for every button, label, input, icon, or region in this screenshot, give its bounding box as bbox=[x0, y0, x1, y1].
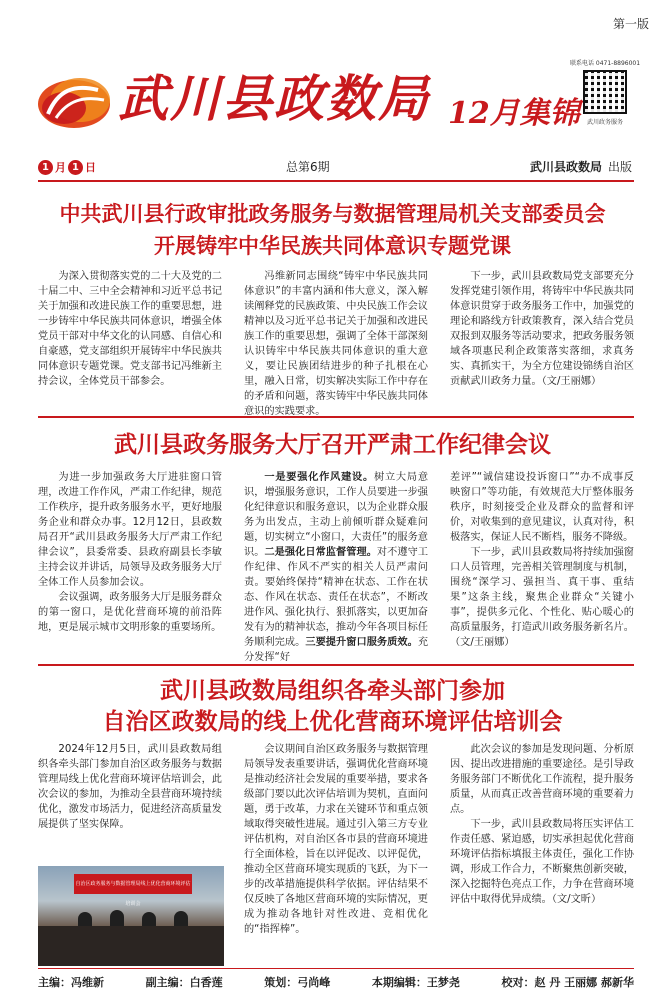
article3-col3-p2: 下一步，武川县政数局将压实评估工作责任感、紧迫感，切实承担起优化营商环境评估指标填报主体责任，强化工作协调，形成工作合力，不断聚焦创新突破，深入挖掘特色亮点工作，力争在营商环境评估中取得优异成绩。（文/文昕） bbox=[450, 819, 634, 905]
article3-col3-p1: 此次会议的参加是发现问题、分析原因、提出改进措施的重要途径。是引导政务服务部门不断优化工作流程，提升服务质量，从而真正改善营商环境的重要着力点。 bbox=[450, 744, 634, 815]
credit-issue-editor: 本期编辑：王梦尧 bbox=[371, 976, 460, 989]
qr-code-icon bbox=[583, 70, 627, 114]
article2-col3 bbox=[450, 470, 634, 655]
publisher-org: 武川县政数局 bbox=[529, 160, 602, 174]
qr-name: 武川政务服务 bbox=[586, 119, 623, 126]
article2-body bbox=[38, 470, 634, 663]
credit-planner: 策划：弓尚峰 bbox=[264, 976, 331, 989]
info-bar bbox=[38, 156, 634, 178]
article2-lead3: 三要提升窗口服务质效。 bbox=[305, 637, 418, 648]
article3-headline-line2: 自治区政数局的线上优化营商环境评估培训会 bbox=[102, 709, 563, 735]
article2-text2: 对不遵守工作纪律、作风不严实的相关人员严肃问责。要始终保持“精神在状态、工作在状态、作风在状态、责任在状态”，不断改进作风、强化执行、狠抓落实，以更加奋发有为的精神状态，推动今年各项目标任务顺利完成。 bbox=[244, 547, 429, 648]
article3-col3 bbox=[450, 742, 634, 967]
article2-col1-p1: 为进一步加强政务大厅进驻窗口管理，改进工作作风，严肃工作纪律，规范工作秩序，提升政务服务水平，更好地服务企业和群众办事。12月12日，县政数局召开“武川县政务服务大厅严肃工作纪律会议”，县委常委、县政府副县长李敏主持会议并讲话，局领导及政务服务大厅全体工作人员参加会议。 bbox=[38, 472, 222, 588]
credit-editor: 主编：冯维新 bbox=[38, 976, 104, 989]
article1-headline bbox=[20, 198, 645, 262]
photo-screen-text: 自治区政务服务与数据管理局线上优化营商环境评估培训会 bbox=[75, 881, 191, 907]
date-day-unit: 日 bbox=[85, 161, 96, 174]
article2-text1: 树立大局意识，增强服务意识，工作人员要进一步强化纪律意识和服务意识，以为企业群众服务为出发点，主动上前倾听群众疑难问题，切实树立“小窗口，大责任”的服务意识。 bbox=[244, 472, 429, 558]
masthead-subtitle: 12月集锦 bbox=[448, 96, 580, 131]
article1-col3: 下一步，武川县政数局党支部要充分发挥党建引领作用，将铸牢中华民族共同体意识贯穿于政务服务工作中，加强党的理论和路线方针政策教育，深入结合党员双报到双服务等活动要求，把政务服务领域各项惠民利企政策落实落细，求真务实、真抓实干，为全方位建设锦绣自治区贡献武川政务力量。（文/王丽娜） bbox=[450, 271, 634, 387]
footer-credits bbox=[38, 974, 634, 990]
masthead bbox=[30, 58, 640, 148]
article3-headline bbox=[20, 676, 645, 738]
article1-col1: 为深入贯彻落实党的二十大及党的二十届二中、三中全会精神和习近平总书记关于加强和改进民族工作的重要思想，进一步铸牢中华民族共同体意识，增强全体党员干部对中华文化的认同感、自信心和自豪感，党支部组织开展铸牢中华民族共同体意识专题党课。党支部书记冯维新主持会议，全体党员干部参会。 bbox=[38, 271, 222, 387]
divider bbox=[38, 968, 634, 969]
article2-col1 bbox=[38, 470, 222, 655]
masthead-title: 武川县政数局 bbox=[118, 69, 430, 128]
divider bbox=[38, 416, 634, 418]
date-month: 1 bbox=[38, 160, 53, 175]
photo-table bbox=[38, 926, 224, 966]
article2-lead1: 一是要强化作风建设。 bbox=[264, 472, 374, 483]
date-day: 1 bbox=[68, 160, 83, 175]
article2-col1-p2: 会议强调，政务服务大厅是服务群众的第一窗口，是优化营商环境的前沿阵地，更是展示城市文明形象的重要场所。 bbox=[38, 592, 222, 633]
article2-lead2: 二是强化日常监督管理。 bbox=[264, 547, 377, 558]
photo-screen bbox=[74, 874, 192, 907]
divider bbox=[38, 664, 634, 666]
logo-icon bbox=[34, 70, 116, 132]
article1-headline-line2: 开展铸牢中华民族共同体意识专题党课 bbox=[154, 234, 511, 258]
credit-deputy: 副主编：白香莲 bbox=[145, 976, 223, 989]
article1-headline-line1: 中共武川县行政审批政务服务与数据管理局机关支部委员会 bbox=[59, 202, 606, 226]
credit-proof: 校对：赵 丹 王丽娜 郝新华 bbox=[501, 976, 634, 989]
article1-body bbox=[38, 269, 634, 417]
article2-col3-p2: 下一步，武川县政数局将持续加强窗口人员管理，完善相关管理制度与机制，围绕“深学习、强担当、真干事、重结果”这条主线，聚焦企业群众“关键小事”，提供多元化、个性化、贴心暖心的高质量服务，打造武川政务服务新名片。（文/王丽娜） bbox=[450, 547, 634, 648]
article2-col3-p1: 差评”“诚信建设投诉窗口”“办不成事反映窗口”等功能，有效规范大厅整体服务秩序，时刻接受企业及群众的监督和评价，对收集到的意见建议，认真对待，积极落实，保证人民不断档，服务不降级。 bbox=[450, 472, 634, 543]
article3-col1: 2024年12月5日，武川县政数局组织各牵头部门参加自治区政务服务与数据管理局线上优化营商环境评估培训会，此次会议的参加，为推动全县营商环境持续优化，激发市场活力，促进经济高质量发展提供了坚实保障。 bbox=[38, 744, 222, 830]
issue-date bbox=[38, 159, 96, 175]
article1-col2: 冯维新同志围绕“铸牢中华民族共同体意识”的丰富内涵和伟大意义，深入解读阐释党的民族政策、中央民族工作会议精神以及习近平总书记关于加强和改进民族工作的重要思想，强调了全体干部深刻认识铸牢中华民族共同体意识的重大意义，要让民族团结进步的种子扎根在心里，融入日常，切实解决实际工作中存在的矛盾和问题，落实铸牢中华民族共同体意识的实践要求。 bbox=[244, 271, 428, 417]
article2-col2 bbox=[244, 470, 429, 663]
issue-number: 总第6期 bbox=[286, 160, 330, 174]
article3-headline-line1: 武川县政数局组织各牵头部门参加 bbox=[160, 678, 505, 704]
date-month-unit: 月 bbox=[55, 161, 66, 174]
publisher bbox=[530, 158, 632, 175]
article2-text3: 充分发挥“好 bbox=[244, 637, 429, 663]
qr-phone: 联系电话 0471-8896001 bbox=[570, 60, 641, 67]
page-label: 第一版 bbox=[612, 17, 649, 31]
publisher-suffix: 出版 bbox=[607, 160, 632, 174]
article2-headline: 武川县政务服务大厅召开严肃工作纪律会议 bbox=[114, 432, 551, 458]
meeting-photo bbox=[38, 866, 224, 966]
article3-col2: 会议期间自治区政务服务与数据管理局领导发表重要讲话，强调优化营商环境是推动经济社会发展的重要举措，要求各级部门要以此次评估培训为契机，直面问题，勇于改革，力求在关键环节和重点领域取得突破性进展。通过引入第三方专业评估机构，对自治区各市县的营商环境进行全面体检，旨在以评促改、以评促优，推动全区营商环境实现质的飞跃，为下一步的改革措施提供科学依据。评估结果不仅反映了各地区营商环境的实际情况，更成为推动各地针对性改进、竞相优化的“指挥棒”。 bbox=[244, 744, 428, 935]
qr-code-block bbox=[570, 58, 640, 146]
divider bbox=[38, 180, 634, 182]
